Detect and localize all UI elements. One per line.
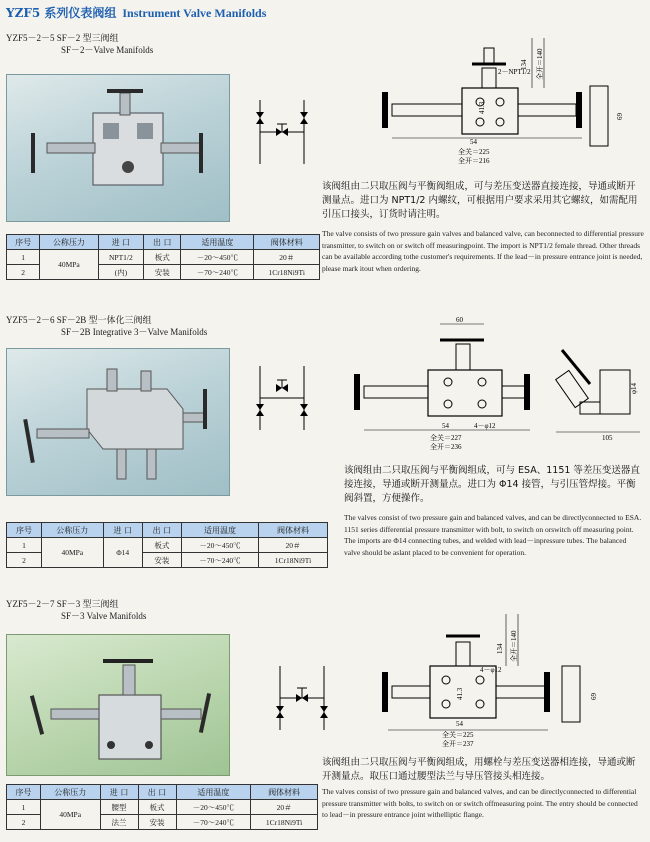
section1-dim-w1: 54 (470, 138, 477, 146)
section3-dim-top-open: 全开＝140 (510, 630, 518, 662)
section3-dim-d1: 4－φ12 (480, 666, 502, 674)
section1-title-en: SF－2－Valve Manifolds (61, 45, 154, 55)
table-row: 1 40MPa 腰型 板式 －20～450℃ 20＃ (7, 800, 318, 815)
section3-dim-top: 134 (496, 643, 504, 654)
table-row: 1 40MPa NPT1/2 板式 －20～450℃ 20＃ (7, 250, 320, 265)
page-title (6, 4, 266, 21)
section2-dimension-drawing (344, 314, 644, 456)
section2-dim-w3: 全开＝236 (430, 443, 462, 451)
section1-desc-en: The valve consists of two pressure gain valves and balanced valve, can beconnected to differential pressure transmitter, to switch on or switch off measuringpoint. The import is NPT1/2 female thread. Other threads can be available according tothe customer's requirements. If the lead－in pressure entrance joint is needed, please mark itout when ordering. (322, 229, 644, 273)
col-header-material: 阀体材料 (254, 235, 320, 250)
section1-desc-cn: 该阀组由二只取压阀与平衡阀组成，可与差压变送器直接连接，导通或断开测量点。进口为 NPT1/2 内螺纹，可根据用户要求采用其它螺纹，如需配用引压口接头，订货时请注明。 (322, 181, 638, 220)
col-header-no: 序号 (7, 235, 40, 250)
section1-dim-w2: 全关＝225 (458, 148, 490, 156)
flange-manifold-image (7, 635, 229, 775)
table-row: 2 法兰 安装 －70～240℃ 1Cr18Ni9Ti (7, 815, 318, 830)
section3-desc-cn: 该阀组由二只取压阀与平衡阀组成，用螺栓与差压变送器相连接，导通或断开测量点。取压口通过腰型法兰与导压管接头相连接。 (322, 757, 636, 782)
section3-dim-h: 69 (590, 693, 598, 700)
section1-dim-inlet: 2－NPT1/2 (498, 68, 531, 76)
table-row: 1 40MPa Φ14 板式 －20～450℃ 20＃ (7, 538, 328, 553)
section1-title-cn: YZF5－2－5 SF－2 型三阀组 (6, 33, 119, 43)
section1-dim-d1: 41.3 (478, 101, 486, 114)
section2-dim-h: 105 (602, 434, 613, 442)
section2-schematic (246, 366, 318, 434)
table-header-row (7, 235, 320, 250)
section2-spec-table (6, 522, 328, 568)
section2-product-photo (6, 348, 230, 496)
section3-desc-en: The valves consist of two pressure gain and balanced valves, and can be directlyconnected to differential pressure transmitter with bolts, to switch on or switch offmeasuring point. The entry should be connected to lead－in pressure entrance joint withelliptic flange. (322, 787, 638, 819)
section3-dim-w1: 54 (456, 720, 463, 728)
section1-dimension-drawing (372, 30, 642, 174)
section2-title (6, 314, 207, 338)
section3-title (6, 598, 146, 622)
section2-title-cn: YZF5－2－6 SF－2B 型一体化三阀组 (6, 315, 152, 325)
integrative-manifold-image (7, 349, 229, 495)
section3-schematic (266, 666, 338, 734)
title-cn: YZF5 系列仪表阀组 (6, 6, 117, 20)
section3-dimension-drawing (372, 606, 644, 754)
title-en: Instrument Valve Manifolds (122, 6, 267, 20)
section1-dim-h: 69 (616, 113, 624, 120)
section2-dim-top: 60 (456, 316, 463, 324)
section1-spec-table (6, 234, 320, 280)
section2-desc-en: The valves consist of two pressure gain and balanced valves, and can be directlyconnected to ESA. 1151 series differential pressure transmitter with bolt, to switch on orswitch off measuring point. The imports are Φ14 connecting tubes, and welded with lead－inpressure tubes. The balanced valve should be aslant placed to be convenient for operation. (344, 513, 642, 557)
table-row: 2 (内) 安装 －70～240℃ 1Cr18Ni9Ti (7, 265, 320, 280)
section3-dim-w2: 全关＝225 (442, 731, 474, 739)
col-header-outlet: 出 口 (144, 235, 181, 250)
section1-dim-top: 134 (520, 59, 528, 70)
section3-dim-w3: 全开＝237 (442, 740, 474, 748)
section3-product-photo (6, 634, 230, 776)
section3-spec-table (6, 784, 318, 830)
table-row: 2 安装 －70～240℃ 1Cr18Ni9Ti (7, 553, 328, 568)
section2-dim-dia: φ14 (630, 382, 638, 394)
section1-dim-w3: 全开＝216 (458, 157, 490, 165)
col-header-temp: 适用温度 (181, 235, 254, 250)
valve-manifold-image (7, 75, 229, 221)
section3-title-cn: YZF5－2－7 SF－3 型三阀组 (6, 599, 119, 609)
section1-dim-top-open: 全开＝140 (536, 48, 544, 80)
table-header-row: 序号 公称压力 进 口 出 口 适用温度 阀体材料 (7, 785, 318, 800)
section2-dim-d1: 4－φ12 (474, 422, 496, 430)
section2-dim-w2: 全关＝227 (430, 434, 462, 442)
section1-title (6, 32, 153, 56)
section3-dim-d2: 41.3 (456, 687, 464, 700)
section3-title-en: SF－3 Valve Manifolds (61, 611, 147, 621)
table-header-row: 序号 公称压力 进 口 出 口 适用温度 阀体材料 (7, 523, 328, 538)
section2-title-en: SF－2B Integrative 3－Valve Manifolds (61, 327, 208, 337)
col-header-pressure: 公称压力 (40, 235, 98, 250)
section1-schematic (246, 100, 318, 168)
section1-product-photo (6, 74, 230, 222)
section2-dim-w1: 54 (442, 422, 449, 430)
col-header-inlet: 进 口 (98, 235, 143, 250)
section2-desc-cn: 该阀组由二只取压阀与平衡阀组成，可与 ESA、1151 等差压变送器直接连接，导通或断开测量点。进口为 Φ14 接管，与引压管焊接。平衡阀斜置，方便操作。 (344, 465, 640, 504)
